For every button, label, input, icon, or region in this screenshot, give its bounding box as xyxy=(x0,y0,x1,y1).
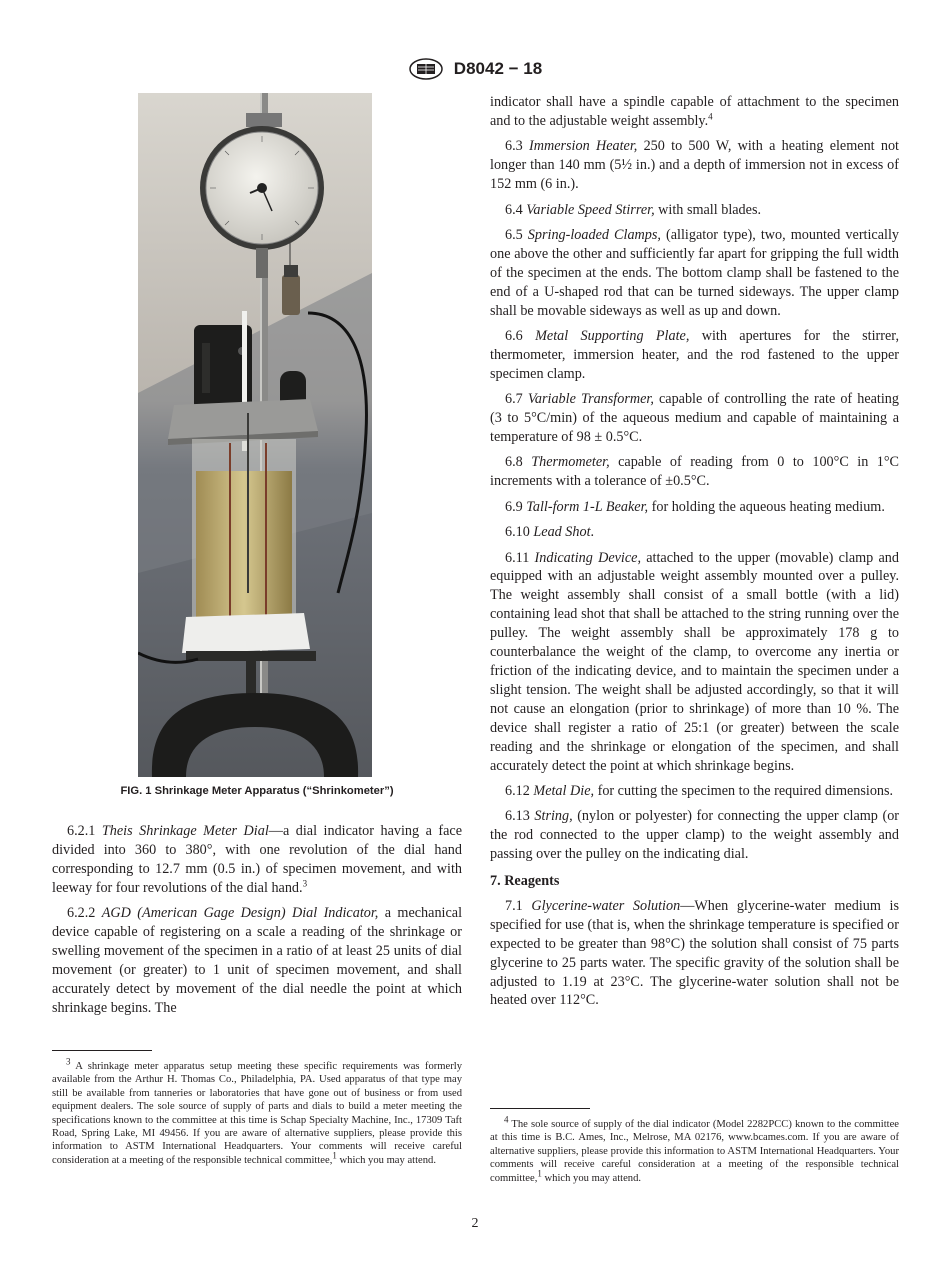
left-column xyxy=(52,822,462,1018)
paragraph-6-12: 6.12 Metal Die, for cutting the specimen to the required dimensions. xyxy=(505,782,894,799)
footnote-4: $^4$ The sole source of supply of the dial indicator (Model 2282PCC) known to the committee at this time is B.C. Ames, Inc., Melrose, MA 02176, www.bcames.com. If you are aware of alternative suppliers, please provide this information to ASTM International Headquarters. Your comments will receive careful consideration at a meeting of the responsible technical committee,$^1$ which you may attend. xyxy=(490,1114,899,1184)
paragraph-continuation: indicator shall have a spindle capable of attachment to the specimen and to the adjustable weight assembly.$^4$ xyxy=(490,94,899,129)
shrinkometer-photo xyxy=(138,93,372,777)
footnote-3: $^3$ A shrinkage meter apparatus setup meeting these specific requirements was formerly available from the Arthur H. Thomas Co., Philadelphia, PA. Used apparatus of that type may still be available from tanneries or laboratories that have gone out of business or from used equipment dealers. The sole source of supply of parts and dials to build a meter meeting the specifications known to the committee at this time is Schap Specialty Machine, Inc., 17309 Taft Road, Spring Lake, MI 49456. If you are aware of alternative suppliers, please provide this information to ASTM International Headquarters. Your comments will receive careful consideration at a meeting of the responsible technical committee,$^1$ which you may attend. xyxy=(52,1056,462,1166)
footnote-rule xyxy=(52,1050,152,1051)
paragraph-6-2-2: 6.2.2 AGD (American Gage Design) Dial Indicator, a mechanical device capable of registering on a scale a reading of the shrinkage or swelling movement of the specimen in a ratio of at least 25 units of dial movement (or greater) to 1 unit of specimen movement, and shall accurately detect by movement of the dial needle the point at which shrinkage begins. The xyxy=(52,905,463,1016)
paragraph-6-5: 6.5 Spring-loaded Clamps, (alligator type), two, mounted vertically one above the other and sufficiently far apart for gripping the full width of the specimen at the ends. The bottom clamp shall be fastened to the end of a U-shaped rod that can be turned sideways. The upper clamp shall be movable sideways as well as up and down. xyxy=(490,226,899,319)
paragraph-6-11: 6.11 Indicating Device, attached to the upper (movable) clamp and equipped with an adjustable weight assembly mounted over a pulley. The weight assembly shall consist of a small bottle (with a lid) containing lead shot that shall be attached to the string running over the pulley. The weight assembly shall be approximately 178 g to counterbalance the weight of the clamp, to overcome any inertia or friction of the indicating device, and to maintain the specimen under a slight tension. The weight shall be adjusted accordingly, so that it will not cause an elongation (prior to shrinkage) of more than 10 %. The device shall register a ratio of 25:1 (or greater) between the scale reading and the shrinkage or elongation of the specimen, and shall accurately detect the point at which shrinkage begins. xyxy=(490,549,899,774)
paragraph-6-7: 6.7 Variable Transformer, capable of controlling the rate of heating (3 to 5°C/min) of the aqueous medium and capable of maintaining a temperature of 98 ± 0.5°C. xyxy=(490,391,899,445)
paragraph-6-3: 6.3 Immersion Heater, 250 to 500 W, with a heating element not longer than 140 mm (5½ in.) and a depth of immersion not in excess of 152 mm (6 in.). xyxy=(490,138,899,193)
paragraph-6-2-1: 6.2.1 Theis Shrinkage Meter Dial—a dial indicator having a face divided into 360 to 380°, with one revolution of the dial hand corresponding to 12.7 mm (0.5 in.) of specimen movement, and with leeway for four revolutions of the dial hand.$^3$ xyxy=(52,823,463,896)
right-column xyxy=(490,93,899,1017)
footnote-rule xyxy=(490,1108,590,1109)
standard-designation: D8042 − 18 xyxy=(453,59,543,78)
figure-caption: FIG. 1 Shrinkage Meter Apparatus (“Shrinkometer”) xyxy=(120,785,394,797)
paragraph-6-8: 6.8 Thermometer, capable of reading from 0 to 100°C in 1°C increments with a tolerance of ±0.5°C. xyxy=(490,454,899,490)
footnote-4-block xyxy=(490,1108,899,1185)
section-heading-reagents: 7. Reagents xyxy=(490,873,560,890)
paragraph-6-4: 6.4 Variable Speed Stirrer, with small blades. xyxy=(505,201,762,218)
paragraph-6-9: 6.9 Tall-form 1-L Beaker, for holding the aqueous heating medium. xyxy=(505,498,885,515)
astm-logo-icon xyxy=(408,58,444,80)
paragraph-7-1: 7.1 Glycerine-water Solution—When glycerine-water medium is specified for use (that is, when the shrinkage temperature is specified or expected to be greater than 98°C) the solution shall consist of 75 parts glycerine to 25 parts water. The specific gravity of the solution shall be adjusted to 1.19 at 23°C. The glycerine-water solution shall not be heated over 112°C. xyxy=(490,897,899,1009)
paragraph-6-10: 6.10 Lead Shot. xyxy=(505,524,595,541)
footnote-3-block xyxy=(52,1050,462,1167)
page-header xyxy=(0,58,950,80)
paragraph-6-13: 6.13 String, (nylon or polyester) for connecting the upper clamp (or the rod connected to the upper clamp) to the weight assembly and passing over the pulley on the indicating dial. xyxy=(490,808,900,863)
paragraph-6-6: 6.6 Metal Supporting Plate, with apertures for the stirrer, thermometer, immersion heater, and the rod fastened to the upper specimen clamp. xyxy=(490,327,899,382)
page-number: 2 xyxy=(471,1216,479,1231)
